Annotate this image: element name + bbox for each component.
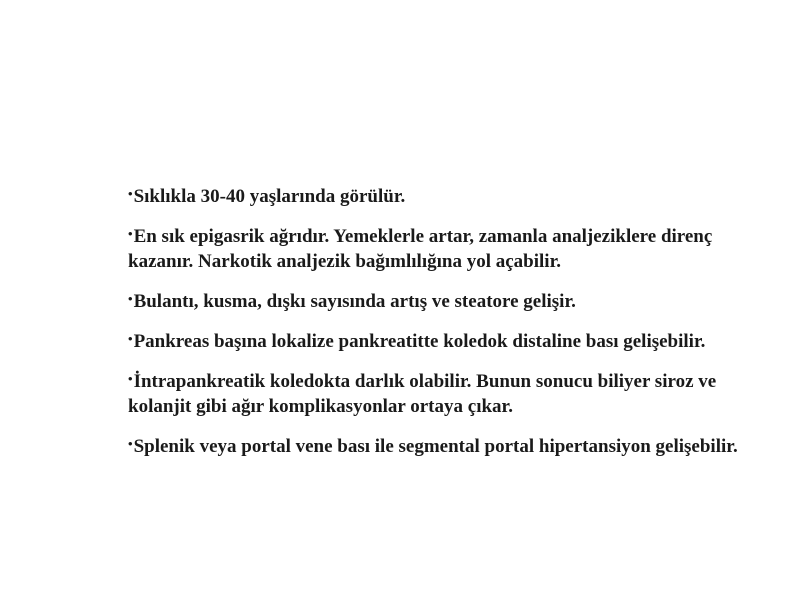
bullet-text: Pankreas başına lokalize pankreatitte koledok distaline bası gelişebilir.	[133, 331, 706, 352]
bullet-item-6	[128, 431, 748, 459]
bullet-dot: •	[128, 371, 133, 386]
bullet-list	[128, 181, 748, 471]
bullet-text: Sıklıkla 30-40 yaşlarında görülür.	[133, 186, 406, 207]
bullet-item-3	[128, 286, 748, 314]
bullet-text: Bulantı, kusma, dışkı sayısında artış ve steatore gelişir.	[133, 291, 576, 312]
bullet-dot: •	[128, 291, 133, 306]
bullet-dot: •	[128, 186, 133, 201]
bullet-item-1	[128, 181, 748, 209]
bullet-item-5	[128, 366, 748, 419]
bullet-text: En sık epigasrik ağrıdır. Yemeklerle artar, zamanla analjeziklere direnç kazanır. Narkotik analjezik bağımlılığına yol açabilir.	[128, 226, 713, 272]
bullet-dot: •	[128, 331, 133, 346]
bullet-item-4	[128, 326, 748, 354]
bullet-text: İntrapankreatik koledokta darlık olabilir. Bunun sonucu biliyer siroz ve kolanjit gibi ağır komplikasyonlar ortaya çıkar.	[128, 371, 717, 417]
bullet-dot: •	[128, 436, 133, 451]
bullet-dot: •	[128, 226, 133, 241]
bullet-item-2	[128, 221, 748, 274]
bullet-text: Splenik veya portal vene bası ile segmental portal hipertansiyon gelişebilir.	[133, 436, 738, 457]
